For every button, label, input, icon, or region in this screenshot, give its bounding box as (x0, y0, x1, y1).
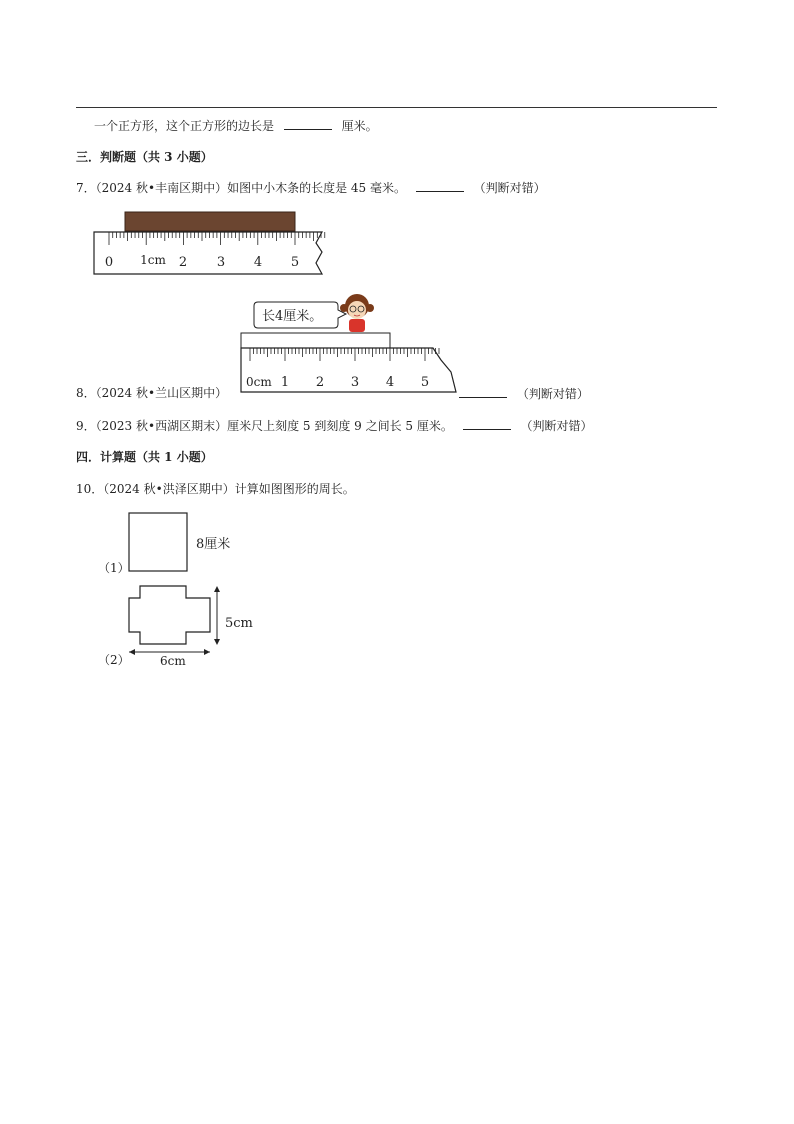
figure-label: （2） (98, 653, 130, 667)
speech-text: 长4厘米。 (262, 309, 323, 324)
section-title: 三．判断题（共 3 小题） (76, 150, 213, 164)
ruler-label: 0cm (246, 375, 272, 389)
square-figure (96, 508, 256, 580)
answer-blank[interactable] (416, 179, 464, 192)
ruler-outline (94, 232, 322, 274)
carryover-unit: 厘米。 (341, 119, 378, 133)
ruler-label: 0 (104, 255, 114, 270)
wooden-stick (125, 212, 295, 231)
question-8-prefix: 8．（2024 秋•兰山区期中） (76, 386, 228, 400)
ruler-label: 3 (216, 255, 226, 270)
answer-blank[interactable] (459, 385, 507, 398)
question-8-answer (453, 385, 589, 402)
header-rule (76, 107, 717, 108)
answer-blank[interactable] (284, 117, 332, 130)
ruler-label: 5 (290, 255, 300, 270)
ruler-label: 4 (253, 255, 263, 270)
ruler-figure-q8 (236, 290, 468, 402)
cross-figure (96, 582, 266, 668)
ruler-label: 5 (420, 375, 430, 390)
question-7 (76, 179, 546, 196)
ruler-label: 2 (178, 255, 188, 270)
ruler-label: 2 (315, 375, 325, 390)
question-9-text: 9．（2023 秋•西湖区期末）厘米尺上刻度 5 到刻度 9 之间长 5 厘米。 (76, 419, 453, 433)
ruler-label: 4 (385, 375, 395, 390)
cross-shape (129, 586, 210, 644)
ruler-label: 1 (280, 375, 290, 390)
width-label: 6cm (160, 654, 186, 668)
carryover-line (94, 117, 378, 134)
question-10-text: 10．（2024 秋•洪泽区期中）计算如图图形的周长。 (76, 482, 355, 496)
carryover-text: 一个正方形，这个正方形的边长是 (94, 119, 275, 133)
ruler-label: 3 (350, 375, 360, 390)
side-length-label: 8厘米 (196, 537, 231, 552)
question-9-suffix: （判断对错） (520, 419, 593, 433)
question-7-text: 7．（2024 秋•丰南区期中）如图中小木条的长度是 45 毫米。 (76, 181, 406, 195)
figure-label: （1） (98, 561, 130, 575)
answer-blank[interactable] (463, 417, 511, 430)
question-7-suffix: （判断对错） (473, 181, 546, 195)
height-label: 5cm (225, 616, 253, 631)
square-shape (129, 513, 187, 571)
question-9 (76, 417, 593, 434)
section-title: 四．计算题（共 1 小题） (76, 450, 213, 464)
ruler-figure-q7 (90, 208, 330, 280)
question-8-suffix: （判断对错） (516, 387, 589, 401)
ruler-label: 1cm (140, 253, 166, 267)
paper-strip (241, 333, 390, 348)
